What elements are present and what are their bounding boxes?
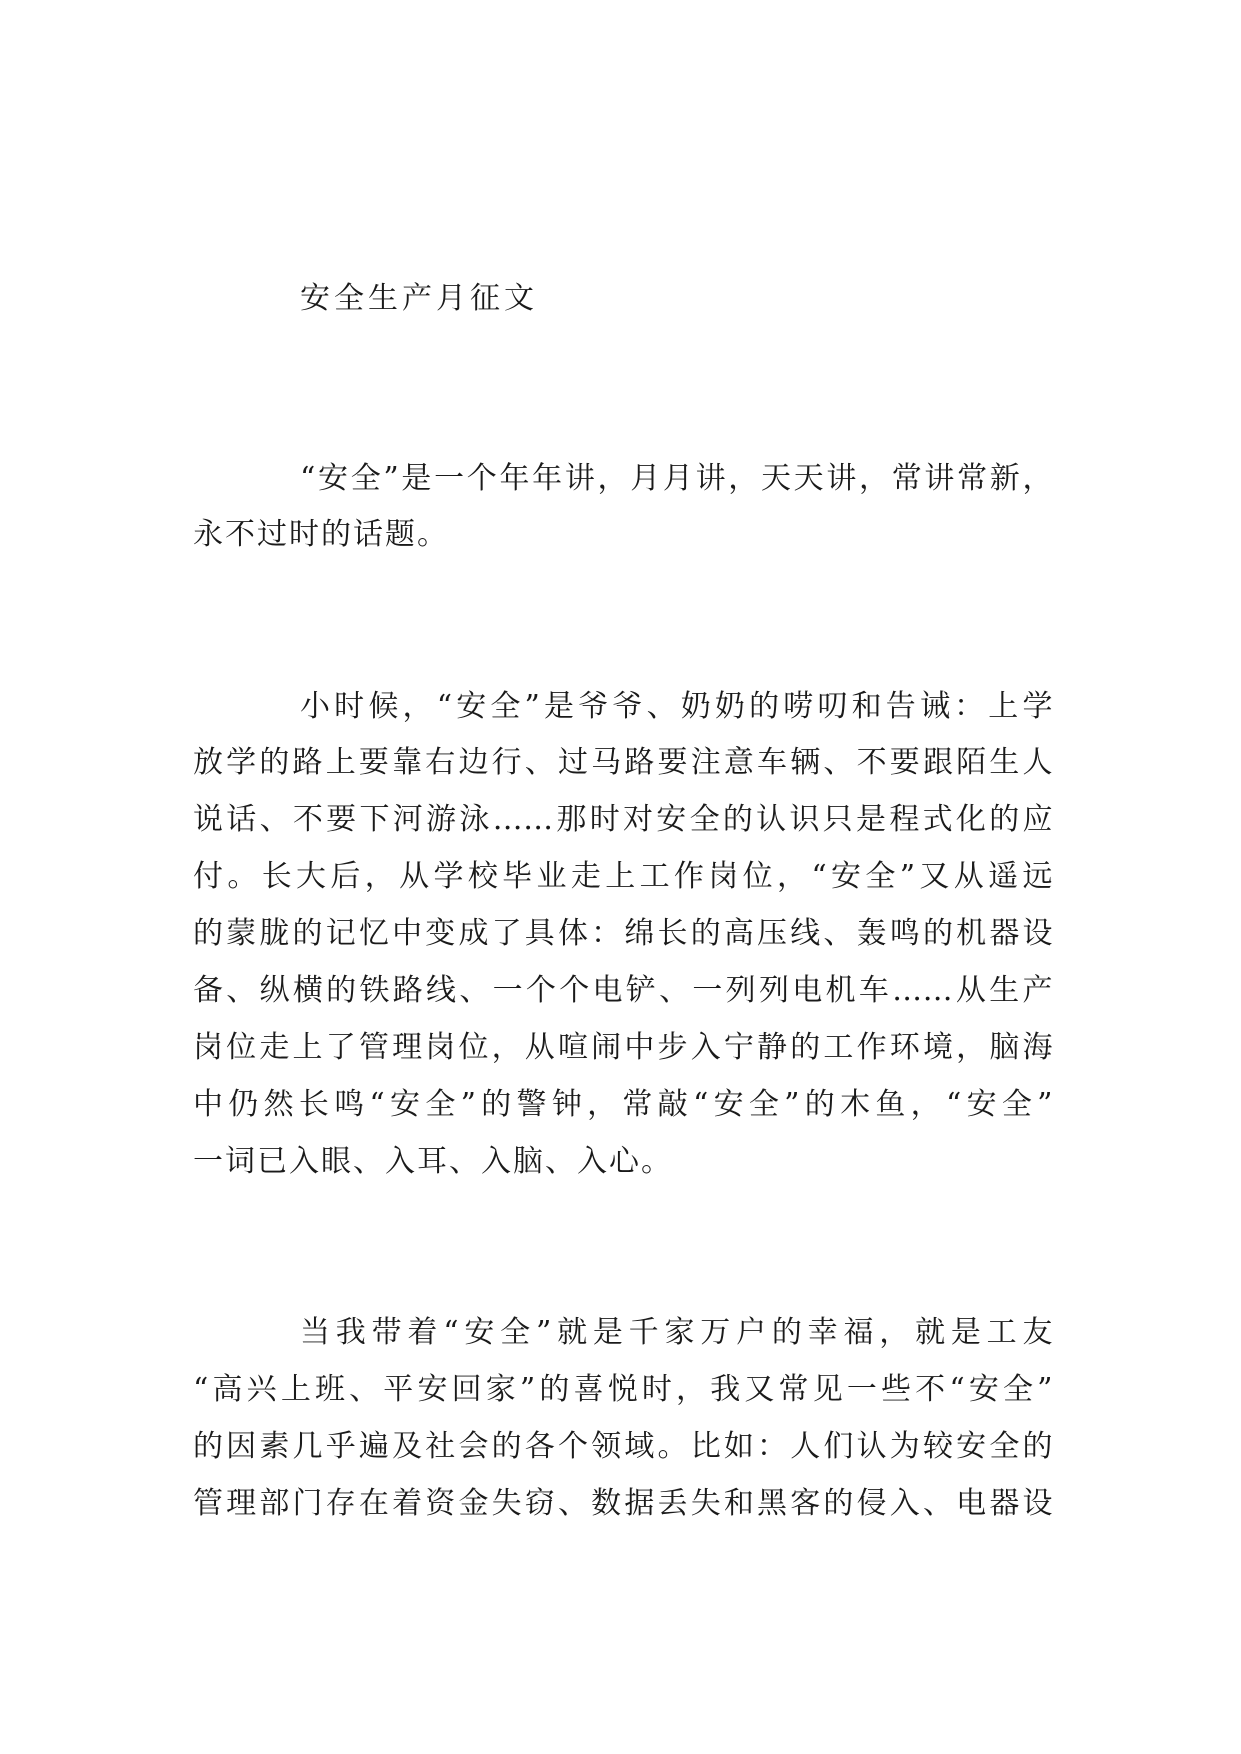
paragraph-1-line-2: 永不过时的话题。 [193, 517, 449, 552]
paragraph-2-line-4: 付。长大后，从学校毕业走上工作岗位，“安全”又从遥远 [193, 859, 1053, 894]
paragraph-3-line-3: 的因素几乎遍及社会的各个领域。比如：人们认为较安全的 [193, 1429, 1053, 1464]
paragraph-3-line-1: 当我带着“安全”就是千家万户的幸福，就是工友 [300, 1315, 1053, 1350]
paragraph-2-line-7: 岗位走上了管理岗位，从喧闹中步入宁静的工作环境，脑海 [193, 1030, 1053, 1065]
paragraph-1-line-1: “安全”是一个年年讲，月月讲，天天讲，常讲常新， [300, 461, 1053, 496]
document-title: 安全生产月征文 [300, 281, 538, 316]
paragraph-2-line-1: 小时候，“安全”是爷爷、奶奶的唠叨和告诫：上学 [300, 689, 1053, 724]
paragraph-2-line-3: 说话、不要下河游泳……那时对安全的认识只是程式化的应 [193, 802, 1053, 837]
paragraph-2-line-6: 备、纵横的铁路线、一个个电铲、一列列电机车……从生产 [193, 973, 1053, 1008]
paragraph-2-line-8: 中仍然长鸣“安全”的警钟，常敲“安全”的木鱼，“安全” [193, 1087, 1053, 1122]
paragraph-2-line-2: 放学的路上要靠右边行、过马路要注意车辆、不要跟陌生人 [193, 745, 1053, 780]
paragraph-2-line-9: 一词已入眼、入耳、入脑、入心。 [193, 1144, 673, 1179]
paragraph-3-line-4: 管理部门存在着资金失窃、数据丢失和黑客的侵入、电器设 [193, 1486, 1053, 1521]
paragraph-2-line-5: 的蒙胧的记忆中变成了具体：绵长的高压线、轰鸣的机器设 [193, 916, 1053, 951]
paragraph-3-line-2: “高兴上班、平安回家”的喜悦时，我又常见一些不“安全” [193, 1372, 1053, 1407]
